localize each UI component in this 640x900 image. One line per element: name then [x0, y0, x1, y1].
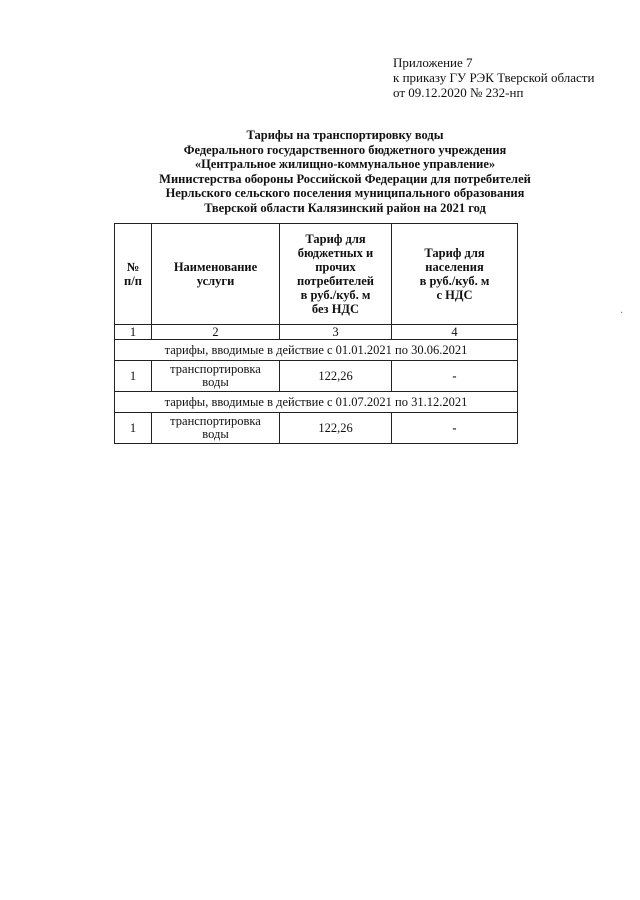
title-line-1: Тарифы на транспортировку воды	[246, 128, 444, 142]
title-line-3: «Центральное жилищно-коммунальное управление»	[194, 157, 496, 172]
annex-number: Приложение 7	[393, 55, 473, 70]
service-name: транспортировка воды	[152, 413, 280, 444]
table-row	[115, 361, 518, 392]
tariff-population-value: -	[392, 413, 518, 444]
period-row	[115, 340, 518, 361]
column-number: 1	[115, 325, 152, 340]
header-service-name: Наименование услуги	[152, 224, 280, 325]
header-tariff-population: Тариф для населения в руб./куб. м с НДС	[392, 224, 518, 325]
title-line-5: Нерльского сельского поселения муниципального образования	[165, 186, 525, 201]
margin-mark: ·	[620, 308, 624, 319]
annex-order-date: от 09.12.2020 № 232-нп	[393, 85, 524, 100]
period-row	[115, 392, 518, 413]
period-label: тарифы, вводимые в действие с 01.01.2021 по 30.06.2021	[115, 340, 518, 361]
annex-reference	[393, 55, 594, 100]
annex-order-ref: к приказу ГУ РЭК Тверской области	[393, 70, 595, 85]
row-number: 1	[115, 413, 152, 444]
column-number: 2	[152, 325, 280, 340]
period-label: тарифы, вводимые в действие с 01.07.2021 по 31.12.2021	[115, 392, 518, 413]
document-title	[110, 128, 580, 216]
service-name: транспортировка воды	[152, 361, 280, 392]
column-number-row	[115, 325, 518, 340]
title-line-4: Министерства обороны Российской Федерации для потребителей	[159, 171, 531, 186]
row-number: 1	[115, 361, 152, 392]
tariff-other-value: 122,26	[280, 413, 392, 444]
header-tariff-other: Тариф для бюджетных и прочих потребителей в руб./куб. м без НДС	[280, 224, 392, 325]
title-line-2: Федерального государственного бюджетного учреждения	[183, 142, 507, 157]
tariff-other-value: 122,26	[280, 361, 392, 392]
table-row	[115, 413, 518, 444]
tariff-population-value: -	[392, 361, 518, 392]
column-number: 3	[280, 325, 392, 340]
tariff-table	[114, 223, 518, 444]
table-header-row	[115, 224, 518, 325]
column-number: 4	[392, 325, 518, 340]
title-line-6: Тверской области Калязинский район на 2021 год	[204, 200, 486, 215]
header-number: № п/п	[115, 224, 152, 325]
